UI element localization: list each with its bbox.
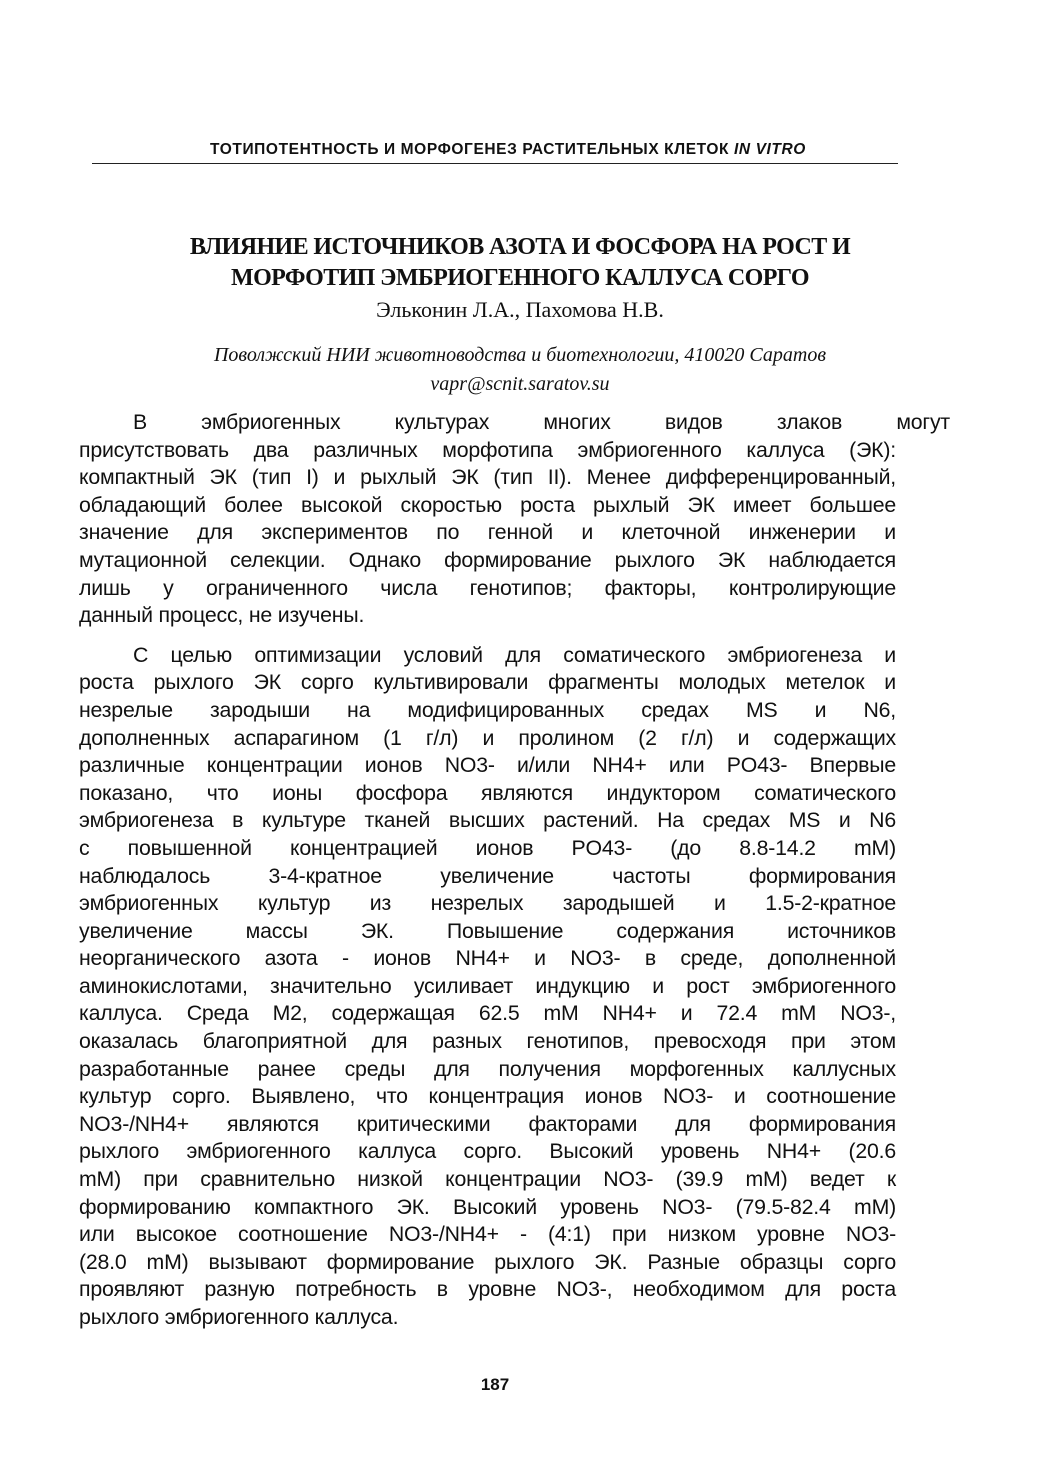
text-line: роста рыхлого ЭК сорго культивировали фрагменты молодых метелок и [79,670,896,695]
text-line: показано, что ионы фосфора являются индуктором соматического [79,780,896,805]
affiliation-email: vapr@scnit.saratov.su [430,373,610,395]
text-line: каллуса. Среда M2, содержащая 62.5 mM NH4+ и 72.4 mM NO3-, [79,1001,896,1026]
title-line-2: МОРФОТИП ЭМБРИОГЕННОГО КАЛЛУСА СОРГО [231,265,809,291]
text-line: рыхлого эмбриогенного каллуса сорго. Высокий уровень NH4+ (20.6 [79,1139,896,1164]
article-body [79,409,950,1332]
paragraph-2 [79,642,896,1332]
text-line: мутационной селекции. Однако формирование рыхлого ЭК наблюдается [79,547,896,572]
text-line: mM) при сравнительно низкой концентрации NO3- (39.9 mM) ведет к [79,1167,896,1192]
affiliation-institute: Поволжский НИИ животноводства и биотехнологии, 410020 Саратов [213,344,827,366]
text-line: наблюдалось 3-4-кратное увеличение частоты формирования [79,863,896,888]
text-line: обладающий более высокой скоростью роста рыхлый ЭК имеет большее [79,492,896,517]
text-line: разработанные ранее среды для получения морфогенных каллусных [79,1056,896,1081]
text-line: проявляют разную потребность в уровне NO3-, необходимом для роста [79,1277,896,1302]
header-rule [92,163,898,164]
text-line: увеличение массы ЭК. Повышение содержания источников [79,918,896,943]
text-line: формированию компактного ЭК. Высокий уровень NO3- (79.5-82.4 mM) [79,1194,896,1219]
text-line: рыхлого эмбриогенного каллуса. [79,1305,399,1329]
text-line: дополненных аспарагином (1 г/л) и пролином (2 г/л) и содержащих [79,725,896,750]
text-line: неорганического азота - ионов NH4+ и NO3- в среде, дополненной [79,946,896,971]
running-head-italic: IN VITRO [733,141,806,158]
text-line: присутствовать два различных морфотипа эмбриогенного каллуса (ЭК): [79,437,896,462]
text-line: (28.0 mM) вызывают формирование рыхлого ЭК. Разные образцы сорго [79,1249,896,1274]
text-line: различные концентрации ионов NO3- и/или NH4+ или PO43- Впервые [79,753,896,778]
text-line: В эмбриогенных культурах многих видов злаков могут [133,410,950,434]
affiliation [100,341,940,399]
paragraph-1 [79,409,950,630]
page-number: 187 [480,1375,510,1394]
text-line: компактный ЭК (тип I) и рыхлый ЭК (тип II). Менее дифференцированный, [79,465,896,490]
text-line: культур сорго. Выявлено, что концентрация ионов NO3- и соотношение [79,1084,896,1109]
running-head-main: ТОТИПОТЕНТНОСТЬ И МОРФОГЕНЕЗ РАСТИТЕЛЬНЫХ КЛЕТОК [210,141,730,158]
text-line: или высокое соотношение NO3-/NH4+ - (4:1) при низком уровне NO3- [79,1222,896,1247]
text-line: NO3-/NH4+ являются критическими факторами для формирования [79,1111,896,1136]
text-line: значение для экспериментов по генной и клеточной инженерии и [79,520,896,545]
text-line: С целью оптимизации условий для соматического эмбриогенеза и [133,642,896,667]
running-head [118,141,898,159]
authors: Эльконин Л.А., Пахомова Н.В. [376,297,664,322]
title-line-1: ВЛИЯНИЕ ИСТОЧНИКОВ АЗОТА И ФОСФОРА НА РОСТ И [189,234,851,260]
text-line: лишь у ограниченного числа генотипов; факторы, контролирующие [79,575,896,600]
text-line: аминокислотами, значительно усиливает индукцию и рост эмбриогенного [79,973,896,998]
article-title [100,232,940,294]
text-line: эмбриогенеза в культуре тканей высших растений. На средах MS и N6 [79,808,896,833]
text-line: эмбриогенных культур из незрелых зародышей и 1.5-2-кратное [79,891,896,916]
text-line: оказалась благоприятной для разных генотипов, превосходя при этом [79,1029,896,1054]
text-line: данный процесс, не изучены. [79,603,365,628]
text-line: незрелые зародыши на модифицированных средах MS и N6, [79,697,896,722]
text-line: с повышенной концентрацией ионов PO43- (до 8.8-14.2 mM) [79,835,896,860]
